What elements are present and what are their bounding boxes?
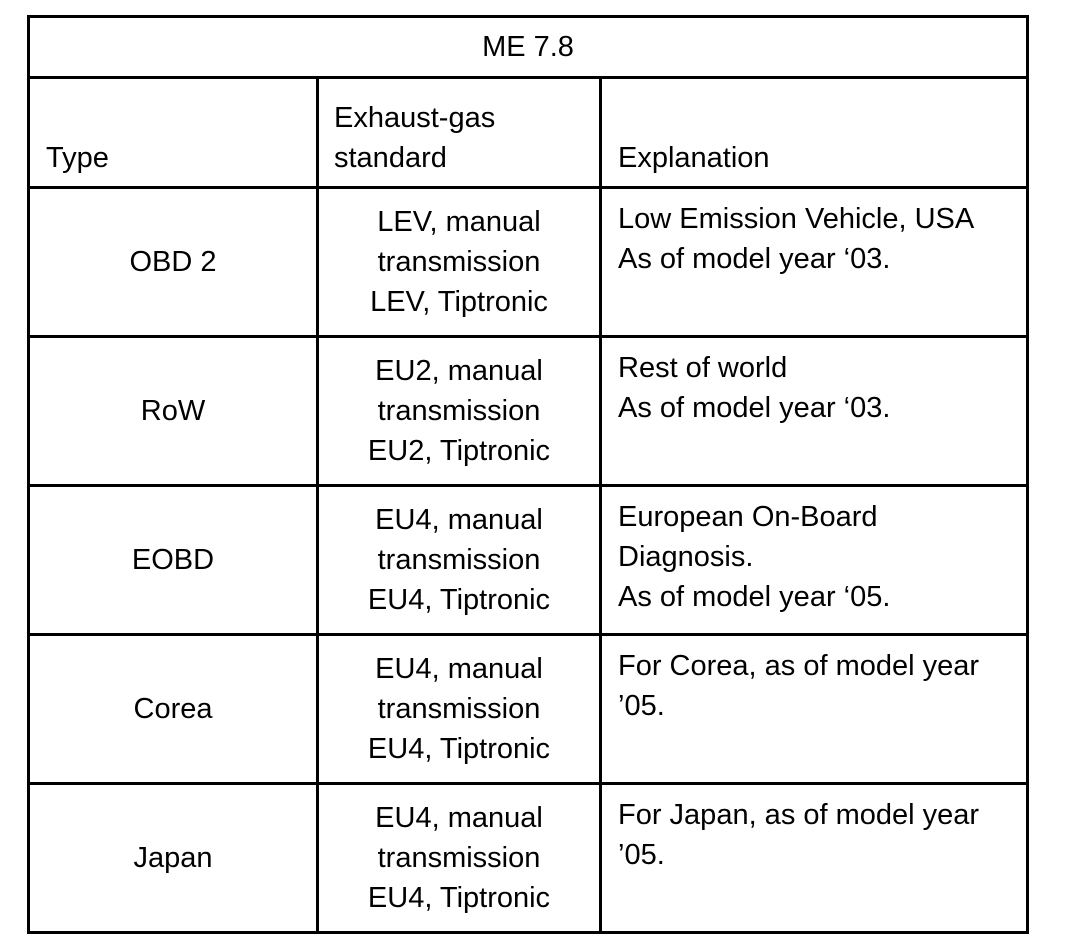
standard-cell bbox=[318, 784, 601, 933]
explanation-cell bbox=[601, 188, 1028, 337]
standard-line: transmission bbox=[377, 395, 541, 427]
table-row bbox=[29, 188, 1028, 337]
explanation-cell bbox=[601, 635, 1028, 784]
type-cell: Corea bbox=[29, 635, 318, 784]
standard-line: EU4, manual bbox=[375, 653, 543, 685]
explanation-line: Rest of world bbox=[618, 352, 788, 384]
type-cell: RoW bbox=[29, 337, 318, 486]
header-explanation: Explanation bbox=[601, 78, 1028, 188]
table-header-row bbox=[29, 78, 1028, 188]
header-type: Type bbox=[29, 78, 318, 188]
explanation-cell bbox=[601, 337, 1028, 486]
standard-line: EU2, Tiptronic bbox=[367, 435, 551, 467]
standard-line: transmission bbox=[377, 544, 541, 576]
standard-cell bbox=[318, 486, 601, 635]
explanation-line: As of model year ‘03. bbox=[618, 243, 891, 275]
explanation-line: As of model year ‘05. bbox=[618, 581, 891, 613]
explanation-line: As of model year ‘03. bbox=[618, 392, 891, 424]
explanation-line: For Corea, as of model year bbox=[618, 650, 980, 682]
type-cell: OBD 2 bbox=[29, 188, 318, 337]
explanation-cell bbox=[601, 784, 1028, 933]
explanation-line: ’05. bbox=[618, 690, 665, 722]
table-title: ME 7.8 bbox=[29, 17, 1028, 78]
standard-line: LEV, Tiptronic bbox=[370, 286, 548, 318]
standard-line: EU4, Tiptronic bbox=[367, 733, 551, 765]
standard-line: EU2, manual bbox=[375, 355, 543, 387]
table-row bbox=[29, 486, 1028, 635]
standard-cell bbox=[318, 635, 601, 784]
standard-line: transmission bbox=[377, 246, 541, 278]
table-row bbox=[29, 784, 1028, 933]
me78-spec-table bbox=[27, 15, 1029, 934]
explanation-cell bbox=[601, 486, 1028, 635]
type-cell: EOBD bbox=[29, 486, 318, 635]
standard-line: EU4, manual bbox=[375, 802, 543, 834]
explanation-line: Diagnosis. bbox=[618, 541, 754, 573]
table-row bbox=[29, 337, 1028, 486]
standard-line: LEV, manual bbox=[377, 206, 541, 238]
standard-line: transmission bbox=[377, 842, 541, 874]
explanation-line: For Japan, as of model year bbox=[618, 799, 980, 831]
standard-cell bbox=[318, 337, 601, 486]
explanation-line: Low Emission Vehicle, USA bbox=[618, 203, 975, 235]
table-title-row bbox=[29, 17, 1028, 78]
type-cell: Japan bbox=[29, 784, 318, 933]
standard-line: EU4, manual bbox=[375, 504, 543, 536]
standard-line: transmission bbox=[377, 693, 541, 725]
header-standard-line2: standard bbox=[334, 142, 447, 174]
explanation-line: ’05. bbox=[618, 839, 665, 871]
standard-line: EU4, Tiptronic bbox=[367, 882, 551, 914]
table-row bbox=[29, 635, 1028, 784]
explanation-line: European On-Board bbox=[618, 501, 878, 533]
standard-cell bbox=[318, 188, 601, 337]
header-exhaust-gas-standard bbox=[318, 78, 601, 188]
header-standard-line1: Exhaust-gas bbox=[334, 102, 496, 134]
standard-line: EU4, Tiptronic bbox=[367, 584, 551, 616]
